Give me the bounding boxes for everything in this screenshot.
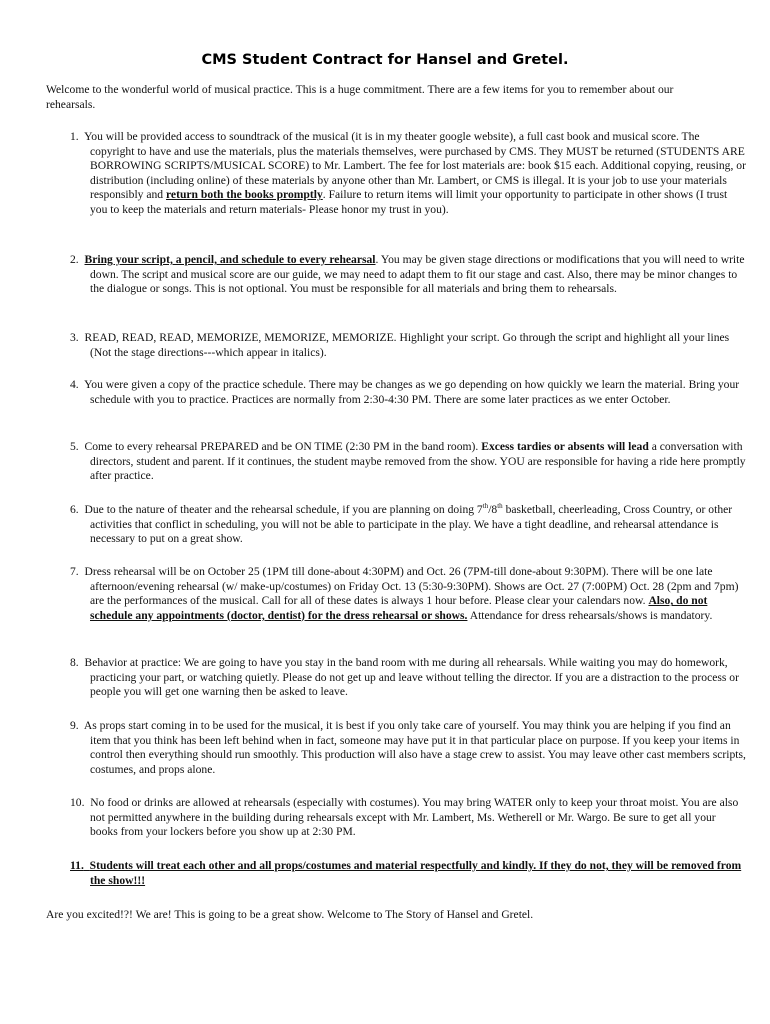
item-text: Due to the nature of theater and the rehearsal schedule, if you are planning on doing 7: [84, 503, 483, 516]
item-text: basketball, cheerleading, Cross Country, or other activities that conflict in scheduling, you will not be able to participate in the play. We have a tight deadline, and rehearsal attendance is necessary to put on a great show.: [90, 503, 733, 546]
item-emphasis: Bring your script, a pencil, and schedule to every rehearsal: [84, 253, 376, 266]
item-text: . Failure to return items will limit your opportunity to participate in other shows (I trust you to keep the materials and return materials- Please honor my trust in you).: [90, 188, 728, 216]
item-text: Come to every rehearsal PREPARED and be ON TIME (2:30 PM in the band room).: [84, 440, 482, 453]
superscript: th: [497, 502, 503, 510]
document-title: CMS Student Contract for Hansel and Gretel.: [201, 52, 569, 68]
item-text: a conversation with directors, student and parent. If it continues, the student maybe removed from the show. YOU are responsible for having a ride here promptly after practice.: [90, 440, 746, 483]
rule-item-7: [70, 565, 746, 623]
item-number: 11.: [70, 859, 84, 872]
item-number: 1.: [70, 130, 79, 143]
item-emphasis: schedule any appointments (doctor, dentist) for the dress rehearsal or shows.: [90, 608, 468, 622]
intro-paragraph: Welcome to the wonderful world of musical practice. This is a huge commitment. There are a few items for you to remember about our rehearsals.: [46, 83, 674, 111]
item-number: 5.: [70, 440, 79, 453]
item-text: As props start coming in to be used for the musical, it is best if you only take care of yourself. You may think you are helping if you find an item that you think has been left behind when in fact, someone may have put it in that particular place on purpose. If you keep your items in control then everything should run smoothly. This production will also have a stage crew to assist. You may leave other cast members scripts, costumes, and props alone.: [83, 719, 746, 776]
item-number: 8.: [70, 656, 79, 669]
item-number: 9.: [70, 719, 79, 732]
item-emphasis: Students will treat each other and all props/costumes and material respectfully and kindly. If they do not, they will be removed from the show!!!: [89, 859, 742, 887]
item-number: 7.: [70, 565, 79, 578]
rule-item-6: [70, 503, 746, 547]
rule-item-11: [70, 859, 746, 888]
rule-item-2: [70, 253, 746, 297]
rule-item-1: [70, 130, 746, 218]
item-text: Attendance for dress rehearsals/shows is mandatory.: [467, 608, 713, 622]
item-emphasis: return both the books promptly: [166, 188, 323, 202]
item-text: You were given a copy of the practice schedule. There may be changes as we go depending on how quickly we learn the material. Bring your schedule with you to practice. Practices are normally from 2:30-4:30 PM. There are some later practices as we enter October.: [84, 378, 740, 406]
rule-item-10: [70, 796, 746, 840]
item-text: Behavior at practice: We are going to have you stay in the band room with me during all rehearsals. While waiting you may do homework, practicing your part, or watching quietly. Please do not get up and leave without telling the director. If you are a distraction to the process or people you will get one warning then be asked to leave.: [84, 656, 739, 699]
item-number: 6.: [70, 503, 79, 516]
item-number: 10.: [70, 796, 85, 809]
item-text: Dress rehearsal will be on October 25 (1PM till done-about 4:30PM) and Oct. 26 (7PM-till done-about 9:30PM). There will be one late afternoon/evening rehearsal (w/ make-up/costumes) on Friday Oct. 13 (5:30-9:30PM). Shows are Oct. 27 (7:00PM) Oct. 28 (2pm and 7pm) are the performances of the musical. Call for all of these dates is always 1 hour before. Please clear your calendars now.: [84, 565, 739, 608]
rule-item-4: [70, 378, 746, 407]
superscript: th: [482, 502, 489, 510]
rule-item-8: [70, 656, 746, 700]
item-text: You will be provided access to soundtrack of the musical (it is in my theater google website), a full cast book and musical score. The copyright to have and use the materials, plus the materials themselves, were purchased by CMS. They MUST be returned (STUDENTS ARE BORROWING SCRIPTS/MUSICAL SCORE) to Mr. Lambert. The fee for lost materials are: book $15 each. Additional copying, reusing, or distribution (including online) of these materials by anyone other than Mr. Lambert, or CMS is illegal. It is your job to use your materials responsibly and: [84, 130, 746, 202]
rule-item-3: [70, 331, 746, 360]
item-emphasis: Excess tardies or absents will lead: [481, 440, 649, 453]
item-text: READ, READ, READ, MEMORIZE, MEMORIZE, MEMORIZE. Highlight your script. Go through the script and highlight all your lines (Not the stage directions---which appear in italics).: [84, 331, 730, 359]
item-text: No food or drinks are allowed at rehearsals (especially with costumes). You may bring WATER only to keep your throat moist. You are also not permitted anywhere in the building during rehearsals except with Mr. Lambert, Ms. Wetherell or Mr. Wargo. Be sure to get all your books from your lockers before you show up at 2:30 PM.: [90, 796, 739, 839]
rule-item-5: [70, 440, 746, 484]
rule-item-9: [70, 719, 746, 777]
item-number: 3.: [70, 331, 79, 344]
item-number: 4.: [70, 378, 79, 391]
item-emphasis: Also, do not: [648, 594, 708, 608]
closing-paragraph: Are you excited!?! We are! This is going to be a great show. Welcome to The Story of Hansel and Gretel.: [46, 908, 534, 921]
item-number: 2.: [70, 253, 79, 266]
item-text: /8: [488, 503, 498, 516]
item-text: . You may be given stage directions or modifications that you will need to write down. The script and musical score are our guide, we may need to adapt them to fit our stage and cast. Also, there may be minor changes to the dialogue or songs. This is not optional. You must be responsible for all materials and bring them to rehearsals.: [90, 253, 745, 296]
